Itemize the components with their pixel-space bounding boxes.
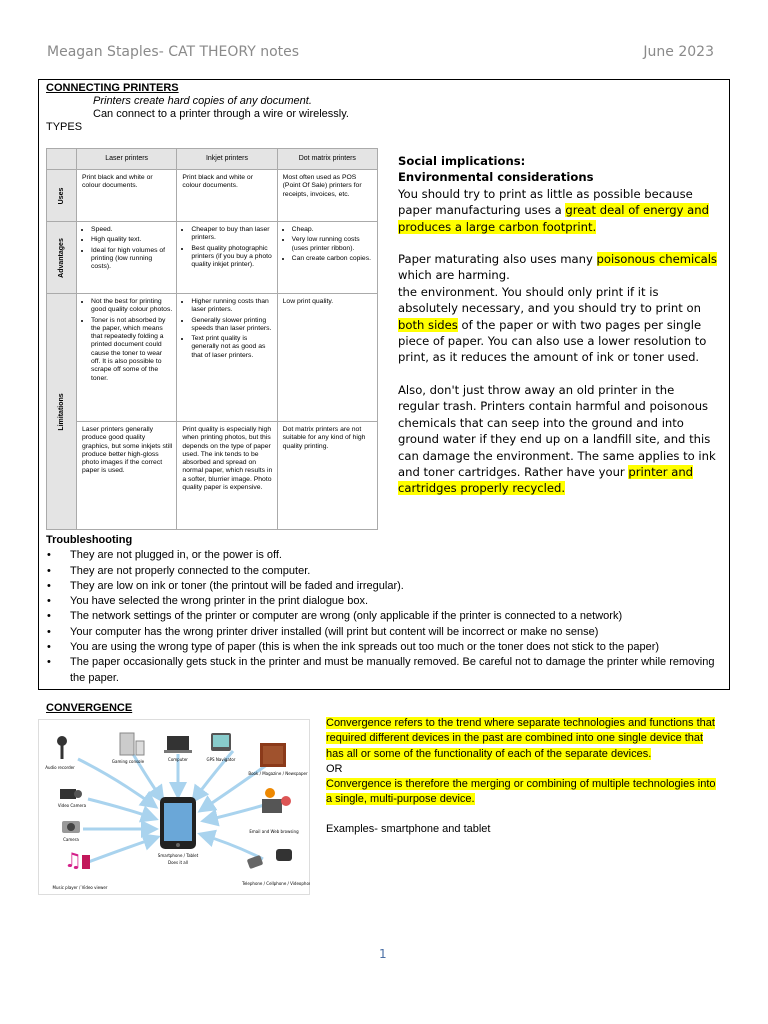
- row-header-uses: Uses: [47, 170, 77, 222]
- device-label-video-camera: Video Camera: [57, 803, 87, 808]
- col-header-dot-matrix: Dot matrix printers: [277, 149, 377, 170]
- col-header-laser: Laser printers: [77, 149, 177, 170]
- convergence-or: OR: [326, 762, 343, 775]
- printers-line1: Printers create hard copies of any document.: [93, 95, 312, 107]
- page-number: 1: [379, 947, 387, 961]
- list-item: • You are using the wrong type of paper (this is when the ink spreads out too much or the toner does not stick to the paper): [46, 640, 726, 655]
- highlight-recycled: printer and cartridges properly recycled.: [398, 464, 694, 496]
- list-item: • The paper occasionally gets stuck in the printer and must be manually removed. Be careful not to damage the printer while removing the paper.: [46, 655, 726, 686]
- list-item: • They are low on ink or toner (the printout will be faded and irregular).: [46, 579, 726, 594]
- cell-uses-dot: Most often used as POS (Point Of Sale) printers for receipts, invoices, etc.: [277, 170, 377, 222]
- highlight-both-sides: both sides: [398, 317, 458, 332]
- cell-lim-dot: Low print quality.: [277, 294, 377, 422]
- social-implications: [398, 153, 718, 497]
- types-label: TYPES: [46, 121, 83, 133]
- cell-lim-laser: • Not the best for printing good quality colour photos. • Toner is not absorbed by the paper, which means that repeatedly folding a printed document could cause the toner to wear off. It is also possible to scrape off some of the toner.: [77, 294, 177, 422]
- cell-uses-inkjet: Print black and white or colour documents.: [177, 170, 277, 222]
- device-label-computer: Computer: [168, 757, 188, 762]
- convergence-diagram: [38, 719, 310, 895]
- troubleshooting-heading: Troubleshooting: [46, 534, 133, 546]
- printers-line2: Can connect to a printer through a wire or wirelessly.: [93, 108, 349, 120]
- troubleshooting-section: [46, 533, 726, 686]
- col-header-inkjet: Inkjet printers: [177, 149, 277, 170]
- list-item: • You have selected the wrong printer in the print dialogue box.: [46, 594, 726, 609]
- cell-adv-laser: • Speed. • High quality text. • Ideal for high volumes of printing (low running costs).: [77, 222, 177, 294]
- svg-text:♫: ♫: [64, 848, 82, 872]
- cell-adv-inkjet: • Cheaper to buy than laser printers. • Best quality photographic printers (if you buy a photo quality inkjet printer).: [177, 222, 277, 294]
- social-title: Social implications:: [398, 154, 526, 168]
- device-label-audio-recorder: Audio recorder: [45, 765, 75, 770]
- center-label: Smartphone / Tablet: [157, 853, 199, 858]
- table-corner: [47, 149, 77, 170]
- device-label-book: Book / Magazine / Newspaper: [248, 771, 308, 776]
- camera-icon: [62, 821, 80, 833]
- device-label-music-player: Music player / Video viewer: [52, 885, 108, 890]
- device-label-telephone: Telephone / Cellphone / Videophone: [242, 881, 310, 886]
- cell-uses-laser: Print black and white or colour documents.: [77, 170, 177, 222]
- convergence-examples: Examples- smartphone and tablet: [326, 822, 491, 835]
- cell-lim-dot-2: Dot matrix printers are not suitable for any kind of high quality printing.: [277, 422, 377, 530]
- troubleshooting-list: [46, 548, 726, 686]
- device-label-email: Email and Web browsing: [249, 829, 299, 834]
- social-subtitle: Environmental considerations: [398, 170, 594, 185]
- convergence-def2: Convergence is therefore the merging or combining of multiple technologies into a single, multi-purpose device.: [326, 778, 716, 806]
- convergence-text: [326, 716, 721, 837]
- cell-lim-inkjet: • Higher running costs than laser printers. • Generally slower printing speeds than laser printers. • Text print quality is generally not as good as that of laser printers.: [177, 294, 277, 422]
- convergence-heading: CONVERGENCE: [46, 702, 133, 714]
- convergence-def1: Convergence refers to the trend where separate technologies and functions that required different devices in the past are combined into one single device that has all or some of the functionality of each of the separate devices.: [326, 717, 715, 760]
- list-item: • They are not plugged in, or the power is off.: [46, 548, 726, 563]
- cell-lim-laser-2: Laser printers generally produce good quality graphics, but some inkjets still produce better high-gloss photo images if the correct paper is used.: [77, 422, 177, 530]
- printer-types-table: [46, 148, 378, 530]
- list-item: • The network settings of the printer or computer are wrong (only applicable if the printer is connected to a network): [46, 609, 726, 624]
- highlight-chemicals: poisonous chemicals: [596, 252, 717, 267]
- cell-adv-dot: • Cheap. • Very low running costs (uses printer ribbon). • Can create carbon copies.: [277, 222, 377, 294]
- center-sub: Does it all: [168, 860, 188, 865]
- device-label-gps: GPS Navigator: [206, 757, 236, 762]
- header-date: June 2023: [643, 44, 714, 60]
- laptop-icon: [164, 736, 192, 753]
- social-paragraph-2: Paper maturating also uses many poisonous chemicals which are harming. the environment. You should only print if it is absolutely necessary, and you should try to print on both sides of the paper or with two pages per single piece of paper. You can also use a lower resolution to print, as it reduces the amount of ink or toner used.: [398, 252, 717, 365]
- row-header-limitations: Limitations: [47, 294, 77, 530]
- header-title: Meagan Staples- CAT THEORY notes: [47, 44, 300, 60]
- book-icon: [260, 743, 286, 767]
- row-header-advantages: Advantages: [47, 222, 77, 294]
- list-item: • They are not properly connected to the computer.: [46, 564, 726, 579]
- list-item: • Your computer has the wrong printer driver installed (will print but content will be incorrect or make no sense): [46, 625, 726, 640]
- device-label-gaming-console: Gaming console: [111, 759, 145, 764]
- gps-icon: [211, 733, 231, 751]
- device-label-camera: Camera: [63, 837, 79, 842]
- highlight-energy: great deal of energy and produces a large carbon footprint.: [398, 203, 709, 234]
- social-paragraph-1: You should try to print as little as possible because paper manufacturing uses a great deal of energy and produces a large carbon footprint.: [398, 186, 709, 234]
- cell-lim-inkjet-2: Print quality is especially high when printing photos, but this depends on the type of paper used. The ink tends to be absorbed and spread on normal paper, which results in a softer, blurrier image. Photo quality paper is expensive.: [177, 422, 277, 530]
- social-paragraph-3: Also, don't just throw away an old printer in the regular trash. Printers contain harmful and poisonous chemicals that can seep into the ground and into ground water if they end up on a landfill site, and this can damage the environment. The same applies to ink and toner cartridges. Rather have your printer and cartridges properly recycled.: [398, 382, 716, 496]
- video-camera-icon: [60, 789, 82, 799]
- printers-heading: CONNECTING PRINTERS: [46, 82, 179, 94]
- smartphone-icon: [160, 797, 196, 849]
